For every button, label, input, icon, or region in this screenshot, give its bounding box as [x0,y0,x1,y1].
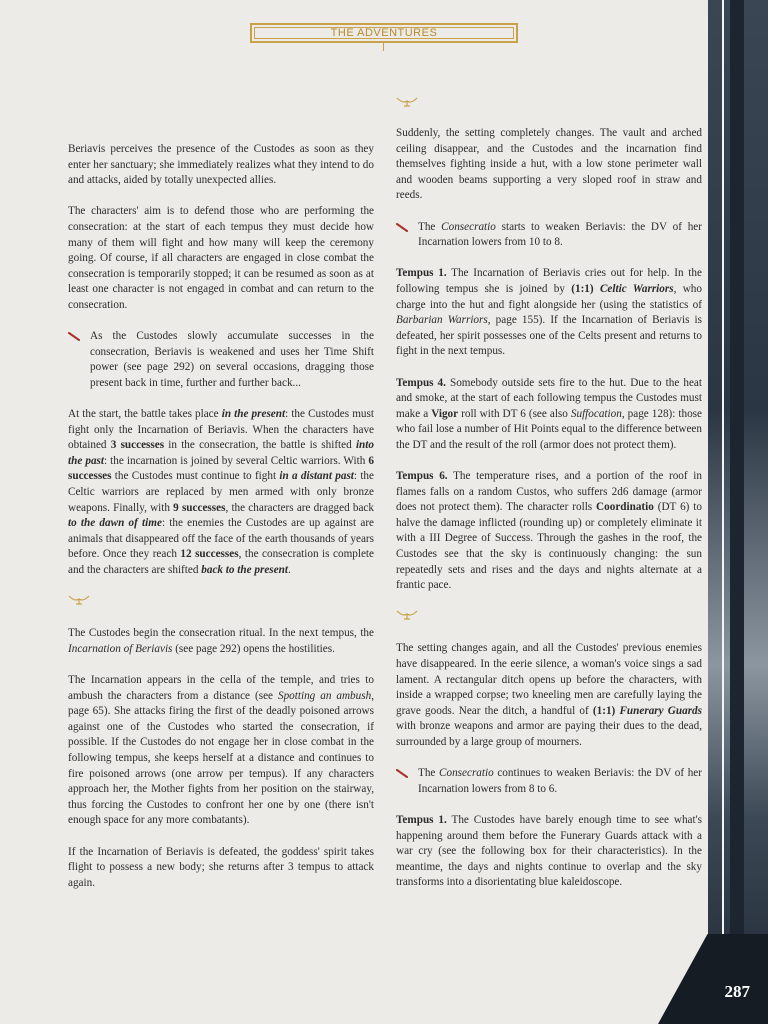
page-corner [658,934,768,1024]
italic-run: Suffocation [570,407,622,420]
header-tick [383,43,384,51]
text-run: The Incarnation of Beriavis cries out for help. In the following tempus she is joined by [396,267,702,295]
page-number: 287 [724,982,750,1001]
text-run: The setting changes again, and all the Custodes' previous enemies have disappeared. In the eerie silence, a woman's voice sings a sad lament. A rectangular ditch opens up before the characters, with inside a wrapped corpse; two kneeling men are carefully laying the grave goods. Near the ditch, a handful of [396,642,702,717]
bullet-text [418,220,702,251]
emphasis-run: back to the present [201,564,288,577]
emphasis-run: in a distant past [279,470,354,483]
paragraph [396,376,702,454]
red-slash-bullet-icon [396,220,418,251]
paragraph: If the Incarnation of Beriavis is defeated, the goddess' spirit takes flight to possess a new body; she returns after 3 tempus to attack again. [68,845,374,889]
text-run: The [418,220,442,233]
bold-run: 9 successes [173,501,226,514]
bold-run: 12 successes [180,548,239,561]
text-run: (see page 292) opens the hostilities. [172,642,335,655]
text-run: continues to weaken Beriavis: the DV of her Incarnation lowers from 8 to 6. [418,767,702,795]
bold-run: Tempus 6. [396,470,448,483]
text-run: , who charge into the hut and fight alongside her (using the statistics of [396,282,702,311]
paragraph [68,626,374,657]
emphasis-run: Celtic Warriors [599,282,674,295]
text-run: The Incarnation appears in the cella of the temple, and tries to ambush the characters from a distance (see [68,674,374,702]
paragraph [68,673,374,829]
text-run: , page 65). She attacks firing the first of the deadly poisoned arrows against one of the Custodes who started the consecration, if possible. If the Custodes do not engage her in close combat in the following tempus, she keeps herself at a distance and continues to fire poisoned arrows (one arrow per tempus). If any characters approach her, the Mother fights from her position on the stairway, thus forcing the Custodes to confront her one by one (there isn't enough space for any more combatants). [68,689,374,827]
paragraph [68,407,374,579]
text-run: The Custodes have barely enough time to see what's happening around them before the Funerary Guards attack with a war cry (see the following box for their characteristics). In the meantime, the days and nights continue to overlap and the sky transforms into a disorientating blue kaleidoscope. [396,813,702,889]
emphasis-run: Funerary Guards [619,704,702,717]
left-column [68,142,374,907]
emphasis-run: in the present [221,408,286,421]
paragraph [396,813,702,891]
bold-run: (1:1) [571,282,600,295]
bold-run: 3 successes [110,439,165,452]
text-run: : the Custodes must fight only the Incarnation of Beriavis. When the characters have obtained [68,408,374,452]
text-run: starts to weaken Beriavis: the DV of her Incarnation lowers from 10 to 8. [418,220,702,249]
text-run: : the incarnation is joined by several Celtic warriors. With [104,454,369,467]
bullet-text: As the Custodes slowly accumulate successes in the consecration, Beriavis is weakened and uses her Time Shift power (see page 292) on several occasions, dragging those present back in time, further and further back... [90,330,374,389]
text-run: (DT 6) to halve the damage inflicted (rounding up) or completely eliminate it with a III Degree of Success. Through the gashes in the roof, the Custodes see that the sky is continuously changing: the sun repeatedly sets and rises and the days and nights alternate at a frantic pace. [396,501,702,592]
text-run: : the Celtic warriors are replaced by men armed with only bronze weapons. Finally, with [68,470,374,514]
bullet-text [418,766,702,797]
italic-run: Incarnation of Beriavis [68,642,173,655]
text-run: The [418,767,440,780]
side-band [730,0,744,1024]
text-run: roll with DT 6 (see also [458,407,571,420]
red-slash-bullet-icon [396,766,418,797]
bullet-item [396,220,702,251]
paragraph [396,266,702,360]
paragraph [396,469,702,594]
text-run: with bronze weapons and armor are paying their dues to the dead, surrounded by a large group of mourners. [396,720,702,748]
text-run: The temperature rises, and a portion of the roof in flames falls on a random Custos, who suffers 2d6 damage (armor does not protect them). The character rolls [396,470,702,514]
bold-run: Tempus 1. [396,267,447,280]
red-slash-bullet-icon [68,329,90,391]
bird-ornament-icon [68,594,374,610]
side-line [722,0,724,1024]
text-run: , the consecration is complete and the characters are shifted [68,548,375,577]
emphasis-run: to the dawn of time [68,517,162,530]
bird-ornament-icon [396,609,702,625]
paragraph [396,641,702,750]
text-run: . [287,564,291,577]
emphasis-run: into the past [68,439,374,467]
bold-run: Coordinatio [596,501,654,514]
chapter-title: THE ADVENTURES [330,27,438,39]
bold-run: 6 successes [68,454,374,483]
text-run: At the start, the battle takes place [68,408,222,421]
bird-ornament-icon [396,96,702,112]
bullet-item [396,766,702,797]
chapter-header [250,23,518,43]
paragraph: Beriavis perceives the presence of the Custodes as soon as they enter her sanctuary; she immediately realizes what they intend to do and attacks, aided by totally unexpected allies. [68,143,374,187]
text-run: , page 155). If the Incarnation of Beriavis is defeated, her spirit possesses one of the Celts present and returns to fight in the next tempus. [396,314,703,358]
italic-run: Spotting an ambush [277,689,372,702]
text-run: Somebody outside sets fire to the hut. Due to the heat and smoke, at the start of each following tempus the Custodes must make a [396,376,702,420]
right-column [396,96,702,907]
text-run: in the consecration, the battle is shifted [164,439,356,452]
text-run: the Custodes must continue to fight [111,470,280,483]
italic-run: Consecratio [439,767,494,780]
text-run: The Custodes begin the consecration ritual. In the next tempus, the [68,627,374,640]
text-run: , the characters are dragged back [225,501,374,514]
italic-run: Barbarian Warriors [396,314,488,327]
bold-run: Tempus 1. [396,813,447,826]
text-run: , page 128): those who fail lose a number of Hit Points equal to the difference between the DT and the result of the roll (armor does not protect them). [396,407,702,451]
text-run: : the enemies the Custodes are up against are animals that disappeared off the face of the earth thousands of years before. Once they reach [68,517,375,561]
paragraph: Suddenly, the setting completely changes. The vault and arched ceiling disappear, and the Custodes and the incarnation find themselves fighting inside a hut, with a low stone perimeter wall and wooden beams supporting a very sloped roof in straw and reeds. [396,127,702,202]
bold-run: Vigor [431,407,459,420]
italic-run: Consecratio [441,220,496,233]
bold-run: (1:1) [592,704,620,717]
bullet-item [68,329,374,391]
paragraph: The characters' aim is to defend those who are performing the consecration: at the start of each tempus they must decide how many of them will fight and how many will keep the ceremony going. Of course, if all characters are engaged in close combat the consecration is temporarily stopped; it can be resumed as soon as at least one character is not engaged in combat and can return to the consecration. [68,205,374,311]
bold-run: Tempus 4. [396,376,446,389]
